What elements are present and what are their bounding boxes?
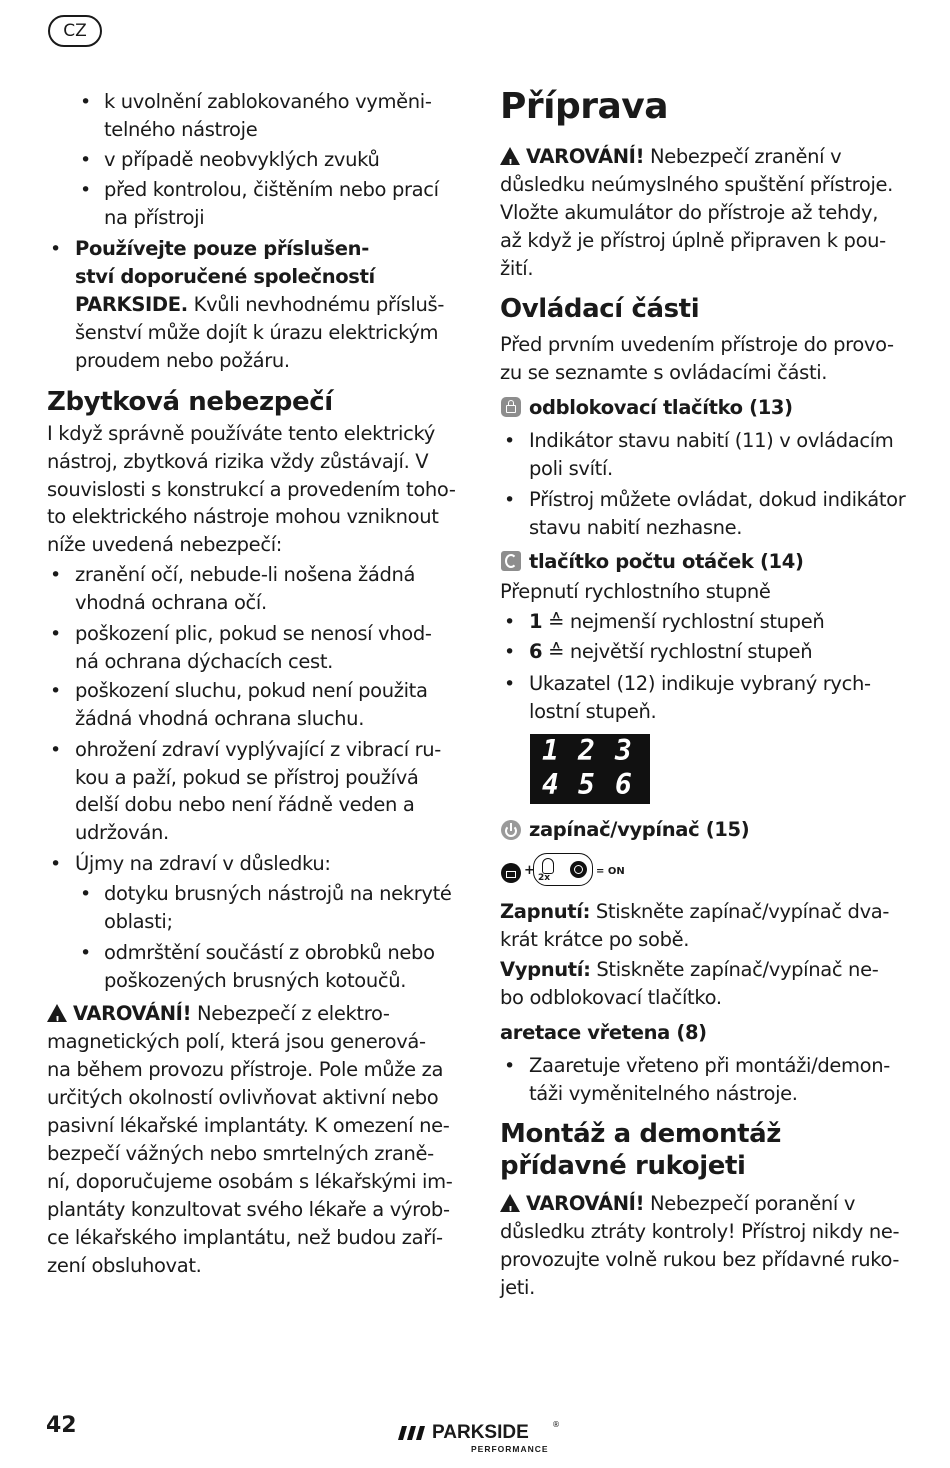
speed-display-figure: [530, 734, 650, 804]
text-line: udržován.: [75, 821, 169, 844]
power-icon: [570, 861, 587, 878]
speed-number: 1: [529, 610, 543, 633]
text-line: I když správně používáte tento elektrický: [47, 422, 435, 445]
warning-icon: [500, 147, 520, 165]
bullet-dot: •: [504, 641, 515, 663]
on-label: = ON: [596, 866, 625, 877]
display-digit: 4: [542, 768, 559, 801]
text: Nebezpečí poranění v: [644, 1192, 856, 1215]
warning-label: VAROVÁNÍ!: [526, 1192, 645, 1215]
text-line: nástroj, zbytková rizika vždy zůstávají. V: [47, 450, 429, 473]
text-line: Vložte akumulátor do přístroje až tehdy,: [500, 201, 879, 224]
text-line: určitých okolností ovlivňovat aktivní nebo: [47, 1086, 439, 1109]
residual-risks-heading: Zbytková nebezpečí: [47, 387, 333, 417]
text-line: na přístroji: [104, 206, 205, 229]
unlock-icon: [501, 397, 521, 417]
warning-icon: [47, 1004, 67, 1022]
page-title: Příprava: [500, 86, 669, 127]
text-line: ná ochrana dýchacích cest.: [75, 650, 333, 673]
text-line: šenství může dojít k úrazu elektrickým: [75, 321, 439, 344]
text-line: Před prvním uvedením přístroje do provo-: [500, 333, 894, 356]
text-line: až když je přístroj úplně připraven k pou-: [500, 229, 886, 252]
bullet-dot: •: [504, 611, 515, 633]
text-line: odmrštění součástí z obrobků nebo: [104, 941, 435, 964]
speed-level-min: [529, 608, 824, 637]
logo-stripes-icon: [398, 1424, 428, 1442]
text: Stiskněte zapínač/vypínač dva-: [590, 900, 890, 923]
text-line: Přepnutí rychlostního stupně: [500, 580, 771, 603]
text-line: pasivní lékařské implantáty. K omezení ne-: [47, 1114, 450, 1137]
bullet-dot: •: [50, 564, 61, 586]
text-line: zení obsluhovat.: [47, 1254, 202, 1277]
bullet-dot: •: [504, 489, 515, 511]
bullet-dot: •: [50, 238, 61, 260]
display-digit: 6: [615, 768, 632, 801]
text-line: na během provozu přístroje. Pole může za: [47, 1058, 444, 1081]
text-line: ní, doporučujeme osobám s lékařskými im-: [47, 1170, 453, 1193]
text-line: táži vyměnitelného nástroje.: [529, 1082, 798, 1105]
controls-heading: Ovládací části: [500, 294, 700, 324]
text-line: k uvolnění zablokovaného vyměni-: [104, 90, 432, 113]
speed-icon: [501, 551, 521, 571]
text: Nebezpečí zranění v: [644, 145, 842, 168]
emf-warning-first-line: [47, 1000, 390, 1029]
text-line: telného nástroje: [104, 118, 258, 141]
text-line: souvislosti s konstrukcí a provedením toho-: [47, 478, 456, 501]
hand-icon: [542, 858, 554, 874]
press-count: 2x: [538, 873, 551, 883]
brand-name: PARKSIDE.: [75, 293, 188, 316]
accessory-warning-line: [75, 291, 444, 320]
text-line: to elektrického nástroje mohou vzniknout: [47, 505, 439, 528]
display-digit: 5: [578, 768, 595, 801]
text-line: Přístroj můžete ovládat, dokud indikátor: [529, 488, 906, 511]
text-line: poškozených brusných kotoučů.: [104, 969, 407, 992]
warning-label: VAROVÁNÍ!: [526, 145, 645, 168]
text-line: bezpečí vážných nebo smrtelných zraně-: [47, 1142, 434, 1165]
text-line: zranění očí, nebude-li nošena žádná: [75, 563, 416, 586]
warning-label: VAROVÁNÍ!: [73, 1002, 192, 1025]
power-icon: [501, 820, 521, 840]
spindle-lock-heading: aretace vřetena (8): [500, 1021, 707, 1044]
text: ≙ nejmenší rychlostní stupeň: [542, 610, 825, 633]
bullet-dot: •: [504, 1055, 515, 1077]
mounting-heading: Montáž a demontáž: [500, 1119, 782, 1149]
text-line: vhodná ochrana očí.: [75, 591, 267, 614]
press-bubble: [533, 853, 593, 886]
text-line: kou a paží, pokud se přístroj používá: [75, 766, 419, 789]
text-line: Ukazatel (12) indikuje vybraný rych-: [529, 672, 871, 695]
text-line: v případě neobvyklých zvuků: [104, 148, 380, 171]
text-line: Indikátor stavu nabití (11) v ovládacím: [529, 429, 894, 452]
switch-on-instruction: [500, 898, 889, 927]
text-line: plantáty konzultovat svého lékaře a výrob-: [47, 1198, 450, 1221]
text-line: Zaaretuje vřeteno při montáži/demon-: [529, 1054, 890, 1077]
unlock-icon: [501, 863, 521, 883]
text-line: poškození plic, pokud se nenosí vhod-: [75, 622, 432, 645]
text-line: ce lékařského implantátu, než budou zaří-: [47, 1226, 443, 1249]
logo-subtext: PERFORMANCE: [471, 1444, 549, 1454]
text-line: delší dobu nebo není řádně veden a: [75, 793, 415, 816]
text-line: dotyku brusných nástrojů na nekryté: [104, 882, 452, 905]
switch-off-instruction: [500, 956, 878, 985]
bullet-dot: •: [50, 680, 61, 702]
display-digit: 1: [542, 734, 559, 767]
text: Stiskněte zapínač/vypínač ne-: [590, 958, 879, 981]
bullet-dot: •: [80, 942, 91, 964]
warning-first-line: [500, 143, 841, 172]
bullet-dot: •: [50, 739, 61, 761]
text-line: lostní stupeň.: [529, 700, 657, 723]
speed-button-heading: tlačítko počtu otáček (14): [529, 550, 804, 573]
bullet-dot: •: [504, 430, 515, 452]
text: Nebezpečí z elektro-: [191, 1002, 390, 1025]
power-switch-heading: zapínač/vypínač (15): [529, 818, 750, 841]
warning-first-line: [500, 1190, 855, 1219]
text-line: bo odblokovací tlačítko.: [500, 986, 722, 1009]
bullet-dot: •: [80, 91, 91, 113]
text-line: ohrožení zdraví vyplývající z vibrací ru-: [75, 738, 441, 761]
text-line: krát krátce po sobě.: [500, 928, 690, 951]
text: Kvůli nevhodnému přísluš-: [187, 293, 445, 316]
language-badge: CZ: [48, 15, 102, 47]
text-line: před kontrolou, čištěním nebo prací: [104, 178, 439, 201]
accessory-warning-line: Používejte pouze příslušen-: [75, 237, 369, 260]
warning-icon: [500, 1194, 520, 1212]
text-line: poli svítí.: [529, 457, 613, 480]
plus-sign: +: [524, 863, 535, 878]
speed-level-max: [529, 638, 812, 667]
power-sequence-figure: [500, 853, 640, 889]
text-line: stavu nabití nezhasne.: [529, 516, 743, 539]
bullet-dot: •: [80, 149, 91, 171]
text-line: žití.: [500, 257, 534, 280]
bullet-dot: •: [50, 623, 61, 645]
unlock-button-heading: odblokovací tlačítko (13): [529, 396, 793, 419]
mounting-heading: přídavné rukojeti: [500, 1151, 746, 1181]
text: ≙ největší rychlostní stupeň: [542, 640, 813, 663]
text-line: níže uvedená nebezpečí:: [47, 533, 282, 556]
registered-mark: ®: [552, 1420, 560, 1429]
text-line: jeti.: [500, 1276, 535, 1299]
bullet-dot: •: [80, 179, 91, 201]
text-line: zu se seznamte s ovládacími části.: [500, 361, 828, 384]
text-line: magnetických polí, která jsou generová-: [47, 1030, 426, 1053]
text-line: proudem nebo požáru.: [75, 349, 290, 372]
text-line: žádná vhodná ochrana sluchu.: [75, 707, 365, 730]
text-line: Újmy na zdraví v důsledku:: [75, 852, 331, 875]
logo-text: PARKSIDE: [432, 1422, 529, 1443]
bullet-dot: •: [50, 853, 61, 875]
text-line: důsledku ztráty kontroly! Přístroj nikdy ne-: [500, 1220, 900, 1243]
accessory-warning-line: ství doporučené společností: [75, 265, 375, 288]
bullet-dot: •: [80, 883, 91, 905]
text-line: poškození sluchu, pokud není použita: [75, 679, 428, 702]
display-digit: 2: [578, 734, 595, 767]
text-line: oblasti;: [104, 910, 173, 933]
speed-number: 6: [529, 640, 543, 663]
bullet-dot: •: [504, 673, 515, 695]
label: Vypnutí:: [500, 958, 591, 981]
text-line: důsledku neúmyslného spuštění přístroje.: [500, 173, 894, 196]
display-digit: 3: [615, 734, 632, 767]
page-number: 42: [46, 1413, 77, 1438]
text-line: provozujte volně rukou bez přídavné ruko-: [500, 1248, 900, 1271]
label: Zapnutí:: [500, 900, 591, 923]
